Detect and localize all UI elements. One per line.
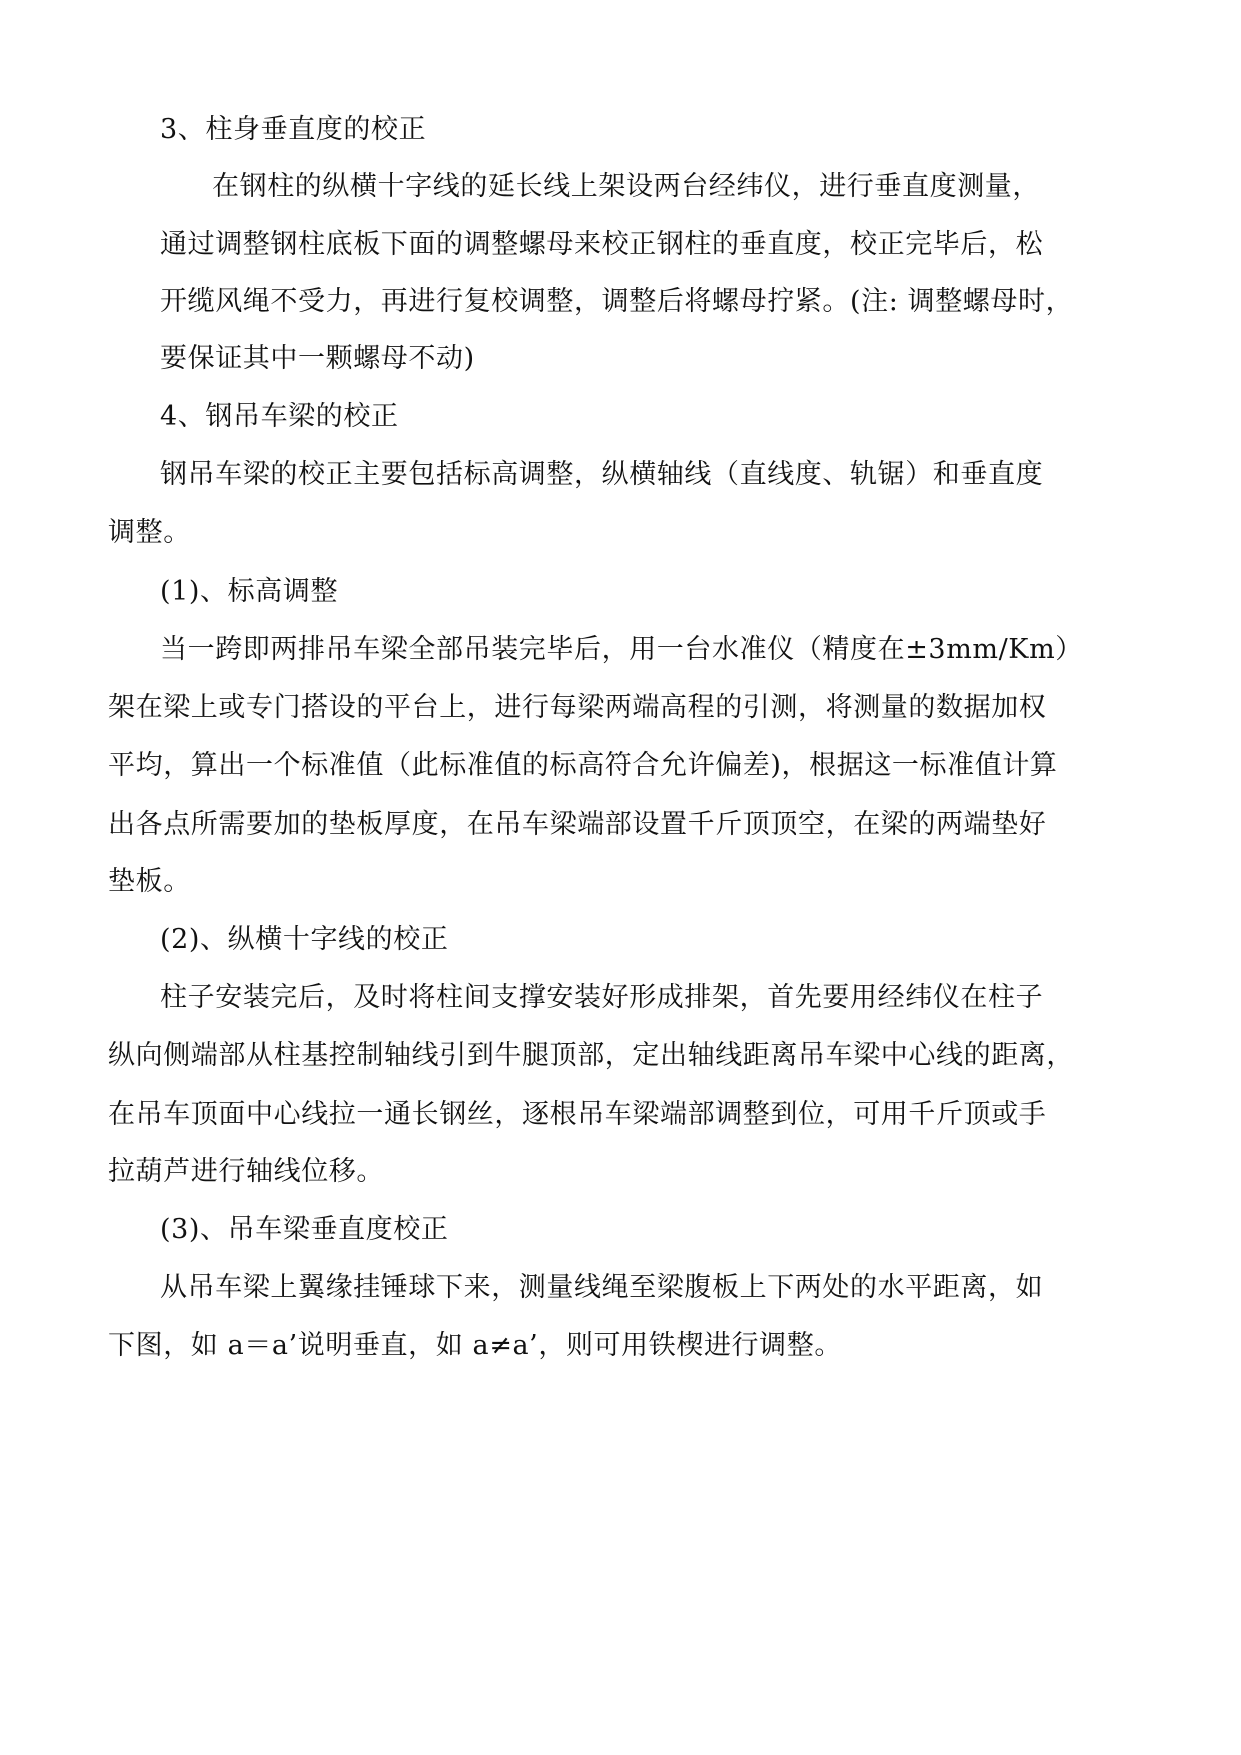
paragraph-line: 在吊车顶面中心线拉一通长钢丝，逐根吊车梁端部调整到位，可用千斤顶或手 xyxy=(108,1099,1047,1130)
paragraph-line: 从吊车梁上翼缘挂锤球下来，测量线绳至梁腹板上下两处的水平距离，如 xyxy=(160,1272,1044,1303)
subsection-heading: (1)、标高调整 xyxy=(160,576,339,607)
paragraph-line: 当一跨即两排吊车梁全部吊装完毕后，用一台水准仪（精度在±3mm/Km） xyxy=(160,634,1083,665)
paragraph-line: 垫板。 xyxy=(108,866,191,897)
paragraph-line: 平均，算出一个标准值（此标准值的标高符合允许偏差)，根据这一标准值计算 xyxy=(108,750,1058,781)
paragraph-line: 在钢柱的纵横十字线的延长线上架设两台经纬仪，进行垂直度测量， xyxy=(212,171,1040,202)
paragraph-line: 架在梁上或专门搭设的平台上，进行每梁两端高程的引测，将测量的数据加权 xyxy=(108,692,1047,723)
paragraph-line: 调整。 xyxy=(108,517,191,548)
paragraph-line: 通过调整钢柱底板下面的调整螺母来校正钢柱的垂直度，校正完毕后，松 xyxy=(160,229,1044,260)
paragraph-line: 开缆风绳不受力，再进行复校调整，调整后将螺母拧紧。(注: 调整螺母时， xyxy=(160,286,1074,317)
subsection-heading: (2)、纵横十字线的校正 xyxy=(160,924,449,955)
subsection-heading: (3)、吊车梁垂直度校正 xyxy=(160,1214,449,1245)
section-heading: 3、柱身垂直度的校正 xyxy=(160,114,427,145)
paragraph-line: 拉葫芦进行轴线位移。 xyxy=(108,1156,384,1187)
paragraph-line: 出各点所需要加的垫板厚度，在吊车梁端部设置千斤顶顶空，在梁的两端垫好 xyxy=(108,809,1047,840)
paragraph-line: 纵向侧端部从柱基控制轴线引到牛腿顶部，定出轴线距离吊车梁中心线的距离， xyxy=(108,1040,1074,1071)
paragraph-line: 下图，如 a＝a’说明垂直，如 a≠a’，则可用铁楔进行调整。 xyxy=(108,1330,842,1361)
paragraph-line: 钢吊车梁的校正主要包括标高调整，纵横轴线（直线度、轨锯）和垂直度 xyxy=(160,459,1044,490)
paragraph-line: 要保证其中一颗螺母不动) xyxy=(160,343,475,374)
section-heading: 4、钢吊车梁的校正 xyxy=(160,401,399,432)
paragraph-line: 柱子安装完后，及时将柱间支撑安装好形成排架，首先要用经纬仪在柱子 xyxy=(160,982,1044,1013)
